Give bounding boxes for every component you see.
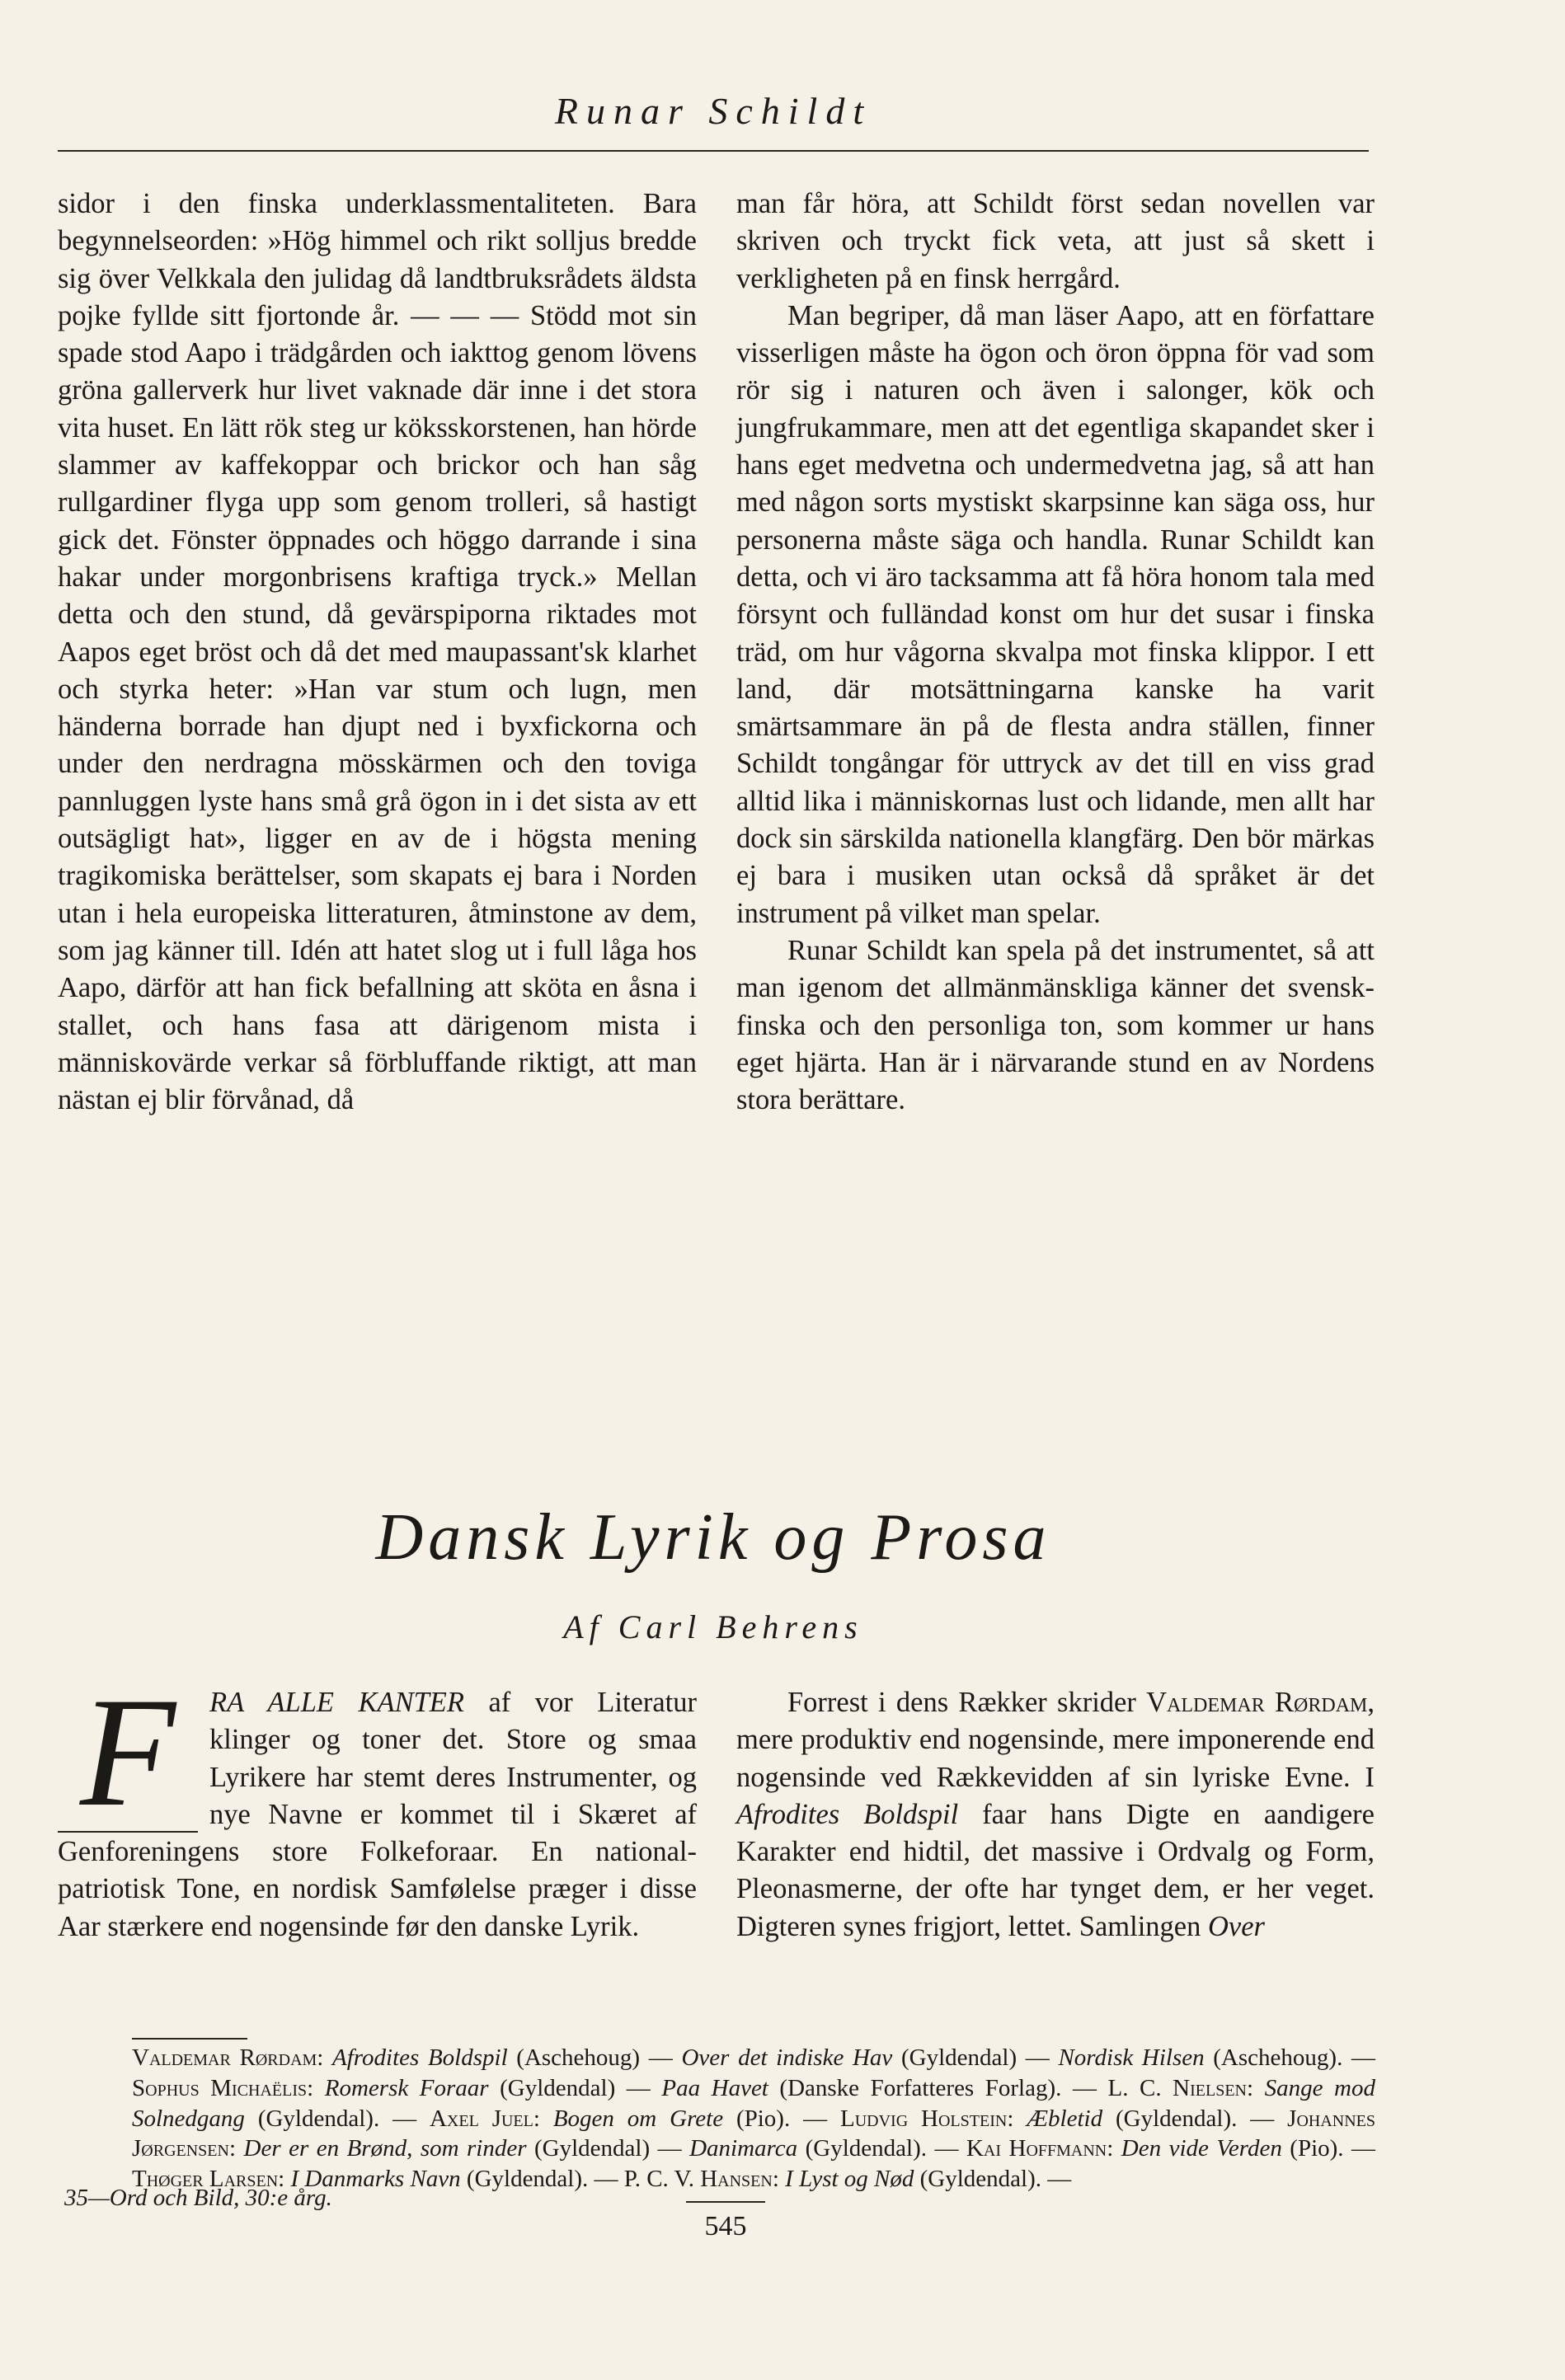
footnote-title: Danimarca — [689, 2135, 798, 2162]
footnote-title: Romersk Foraar — [324, 2074, 489, 2101]
footnote-title: Den vide Verden — [1121, 2135, 1282, 2162]
footnote-title: I Danmarks Navn — [290, 2166, 461, 2193]
footnote-publisher: (Gyldendal). — [244, 2105, 380, 2132]
footnote-entry: Johannes Jørgensen: Der er en Brønd, som rinder (Gyldendal) — [132, 2105, 1375, 2162]
text-run: , mere produktiv end nogensinde, mere imponerende end nogensinde ved Rækkevidden af sin lyriske Evne. I — [736, 1687, 1375, 1793]
header-rule — [58, 150, 1369, 152]
footnote-publisher: (Gyldendal) — [488, 2074, 616, 2101]
drop-cap: F — [58, 1691, 198, 1833]
footnote-publisher: (Gyldendal). — [797, 2135, 927, 2162]
paragraph: Man begriper, då man läser Aapo, att en författare visserligen måste ha ögon och öron öppna för vad som rör sig i naturen och även i salonger, kök och jungfrukammare, men att det egentliga skapandet sker i hans eget medvetna och undermedvetna jag, så att han med någon sorts mystiskt skarpsinne kan säga oss, hur personerna måste säga och handla. Runar Schildt kan detta, och vi äro tacksamma att få höra honom tala med försynt och fulländad konst om hur det susar i finska träd, om hur vågorna skvalpa mot finska klippor. I ett land, där motsättningarna kanske ha varit smärtsammare än på de flesta andra ställen, finner Schildt tongångar för uttryck av det till en viss grad alltid lika i människornas lust och lidande, men allt har dock sin särskilda nationella klangfärg. Den bör märkas ej bara i musiken utan också då språket är det instrument på vilket man spelar. — [736, 299, 1375, 929]
footnote-rule — [132, 2038, 247, 2040]
text-run: faar hans Digte en aandigere Karakter end hidtil, det massive i Ordvalg og Form, Pleonasmerne, der ofte har tynget dem, er her veget. Digteren synes frigjort, lettet. Samlingen — [736, 1798, 1375, 1942]
footnote-entry — [689, 2135, 927, 2162]
footnote-publisher: (Gyldendal) — [892, 2044, 1017, 2071]
paragraph: sidor i den finska underklassmentaliteten. Bara begynnelseorden: »Hög himmel och rikt solljus bredde sig över Velkkala den julidag då landtbruksrådets äldsta pojke fyllde sitt fjortonde år. — — — Stödd mot sin spade stod Aapo i trädgården och iakttog genom lövens gröna gallerverk hur livet vaknade där inne i det stora vita huset. En lätt rök steg ur köksskorstenen, han hörde slammer av kaffekoppar och brickor och han såg rullgardiner flyga upp som genom trolleri, så hastigt gick det. Fönster öppnades och höggo darrande i sina hakar under morgonbrisens kraftiga tryck.» Mellan detta och den stund, då gevärspiporna riktades mot Aapos eget bröst och då det med maupassant'sk klarhet och styrka heter: »Han var stum och lugn, men händerna borrade han djupt ned i byxfickorna och under den nerdragna mösskärmen och den toviga pannluggen lyste hans små grå ögon in i det sista av ett outsägligt hat», ligger en av de i högsta mening tragikomiska berättelser, som skapats ej bara i Norden utan i hela europeiska litteraturen, åtminstone av dem, som jag känner till. Idén att hatet slog ut i full låga hos Aapo, därför att han fick befallning att sköta en åsna i stallet, och hans fasa att därigenom mista i människovärde verkar så förbluffande riktigt, att man nästan ej blir förvånad, då — [58, 188, 697, 1116]
footnote-title: Æbletid — [1027, 2105, 1103, 2132]
footnote: Valdemar Rørdam: Afrodites Boldspil (Aschehoug) — Over det indiske Hav (Gyldendal) — Nordisk Hilsen (Aschehoug). — Sophus Michaëlis: Romersk Foraar (Gyldendal) — Paa Havet (Danske Forfatteres Forlag). — L. C. Nielsen: Sange mod Solnedgang (Gyldendal). — Axel Juel: Bogen om Grete (Pio). — Ludvig Holstein: Æbletid (Gyldendal). — Johannes Jørgensen: Der er en Brønd, som rinder (Gyldendal) — Danimarca (Gyldendal). — Kai Hoffmann: Den vide Verden (Pio). — Thøger Larsen: I Danmarks Navn (Gyldendal). — P. C. V. Hansen: I Lyst og Nød (Gyldendal). — — [132, 2044, 1376, 2193]
paragraph — [736, 1684, 1375, 1946]
footnote-author: Thøger Larsen — [132, 2166, 279, 2193]
footnote-entry: Axel Juel: Bogen om Grete (Pio). — [429, 2105, 791, 2132]
running-head: Runar Schildt — [554, 90, 872, 132]
footnote-author: L. C. Nielsen — [1107, 2074, 1247, 2101]
footnote-publisher: (Gyldendal). — [914, 2166, 1042, 2193]
paragraph: Runar Schildt kan spela på det instrumentet, så att man igenom det allmänmänskliga känner det svensk-finska och den personliga ton, som kommer ur hans eget hjärta. Han är i närvarande stund en av Nordens stora berättare. — [736, 934, 1375, 1116]
footnote-publisher: (Gyldendal). — [1102, 2105, 1238, 2132]
footnote-entry — [1058, 2044, 1342, 2071]
book-title: Over — [1208, 1910, 1265, 1942]
page-number: 545 — [686, 2201, 765, 2242]
footnote-title: Paa Havet — [661, 2074, 768, 2101]
author-name: Valdemar Rørdam — [1146, 1687, 1368, 1718]
footnote-title: Sange mod Solnedgang — [132, 2074, 1375, 2132]
footnote-publisher: (Gyldendal) — [526, 2135, 651, 2162]
footnote-title: Afrodites Boldspil — [332, 2044, 508, 2071]
footnote-publisher: (Pio). — [1281, 2135, 1344, 2162]
column-d — [736, 1684, 1375, 1946]
footnote-entry: Kai Hoffmann: Den vide Verden (Pio). — [966, 2135, 1344, 2162]
footnote-publisher: (Pio). — [723, 2105, 791, 2132]
footnote-author: P. C. V. Hansen — [623, 2166, 773, 2193]
footnote-title: Nordisk Hilsen — [1058, 2044, 1205, 2071]
footnote-entry: L. C. Nielsen: Sange mod Solnedgang (Gyldendal). — [132, 2074, 1375, 2132]
footnote-publisher: (Aschehoug). — [1204, 2044, 1343, 2071]
footnote-author: Valdemar Rørdam — [132, 2044, 317, 2071]
footnote-entry: P. C. V. Hansen: I Lyst og Nød (Gyldendal). — [623, 2166, 1042, 2193]
byline: Af Carl Behrens — [563, 1608, 863, 1645]
column-a — [58, 185, 697, 1119]
book-title: Afrodites Boldspil — [736, 1798, 959, 1830]
signature-mark: 35—Ord och Bild, 30:e årg. — [64, 2185, 332, 2211]
footnote-entry — [681, 2044, 1017, 2071]
footnote-publisher: (Gyldendal). — [460, 2166, 589, 2193]
footnote-author: Axel Juel — [429, 2105, 533, 2132]
footnote-author: Kai Hoffmann — [966, 2135, 1107, 2162]
footnote-author: Ludvig Holstein — [840, 2105, 1008, 2132]
article-title: Dansk Lyrik og Prosa — [375, 1501, 1051, 1574]
paragraph: man får höra, att Schildt först sedan novellen var skriven och tryckt fick veta, att just så skett i verkligheten på en finsk herrgård. — [736, 188, 1375, 294]
paragraph-text: af vor Literatur klinger og toner det. Store og smaa Lyrikere har stemt deres Instrumenter, og nye Navne er kommet til i Skæret af Genforeningens store Folkeforaar. En national-patriotisk Tone, en nordisk Samfølelse præger i disse Aar stærkere end nogensinde før den danske Lyrik. — [58, 1687, 697, 1942]
lead-words: RA ALLE KANTER — [209, 1687, 464, 1718]
footnote-publisher: (Danske Forfatteres Forlag). — [768, 2074, 1062, 2101]
column-c — [58, 1666, 697, 1946]
footnote-entry: Valdemar Rørdam: Afrodites Boldspil (Aschehoug) — [132, 2044, 641, 2071]
footnote-entry: Sophus Michaëlis: Romersk Foraar (Gyldendal) — [132, 2074, 616, 2101]
footnote-title: Bogen om Grete — [552, 2105, 724, 2132]
footnote-publisher: (Aschehoug) — [507, 2044, 641, 2071]
footnote-author: Sophus Michaëlis — [132, 2074, 308, 2101]
footnote-title: I Lyst og Nød — [785, 2166, 914, 2193]
column-b — [736, 185, 1375, 1119]
footnote-author: Johannes Jørgensen — [132, 2105, 1375, 2162]
footnote-entry: Thøger Larsen: I Danmarks Navn (Gyldendal). — [132, 2166, 589, 2193]
text-run: Forrest i dens Rækker skrider — [787, 1687, 1147, 1718]
footnote-title: Der er en Brønd, som rinder — [243, 2135, 527, 2162]
footnote-entry — [661, 2075, 1061, 2101]
footnote-title: Over det indiske Hav — [681, 2044, 893, 2071]
footnote-entry: Ludvig Holstein: Æbletid (Gyldendal). — [840, 2105, 1238, 2132]
